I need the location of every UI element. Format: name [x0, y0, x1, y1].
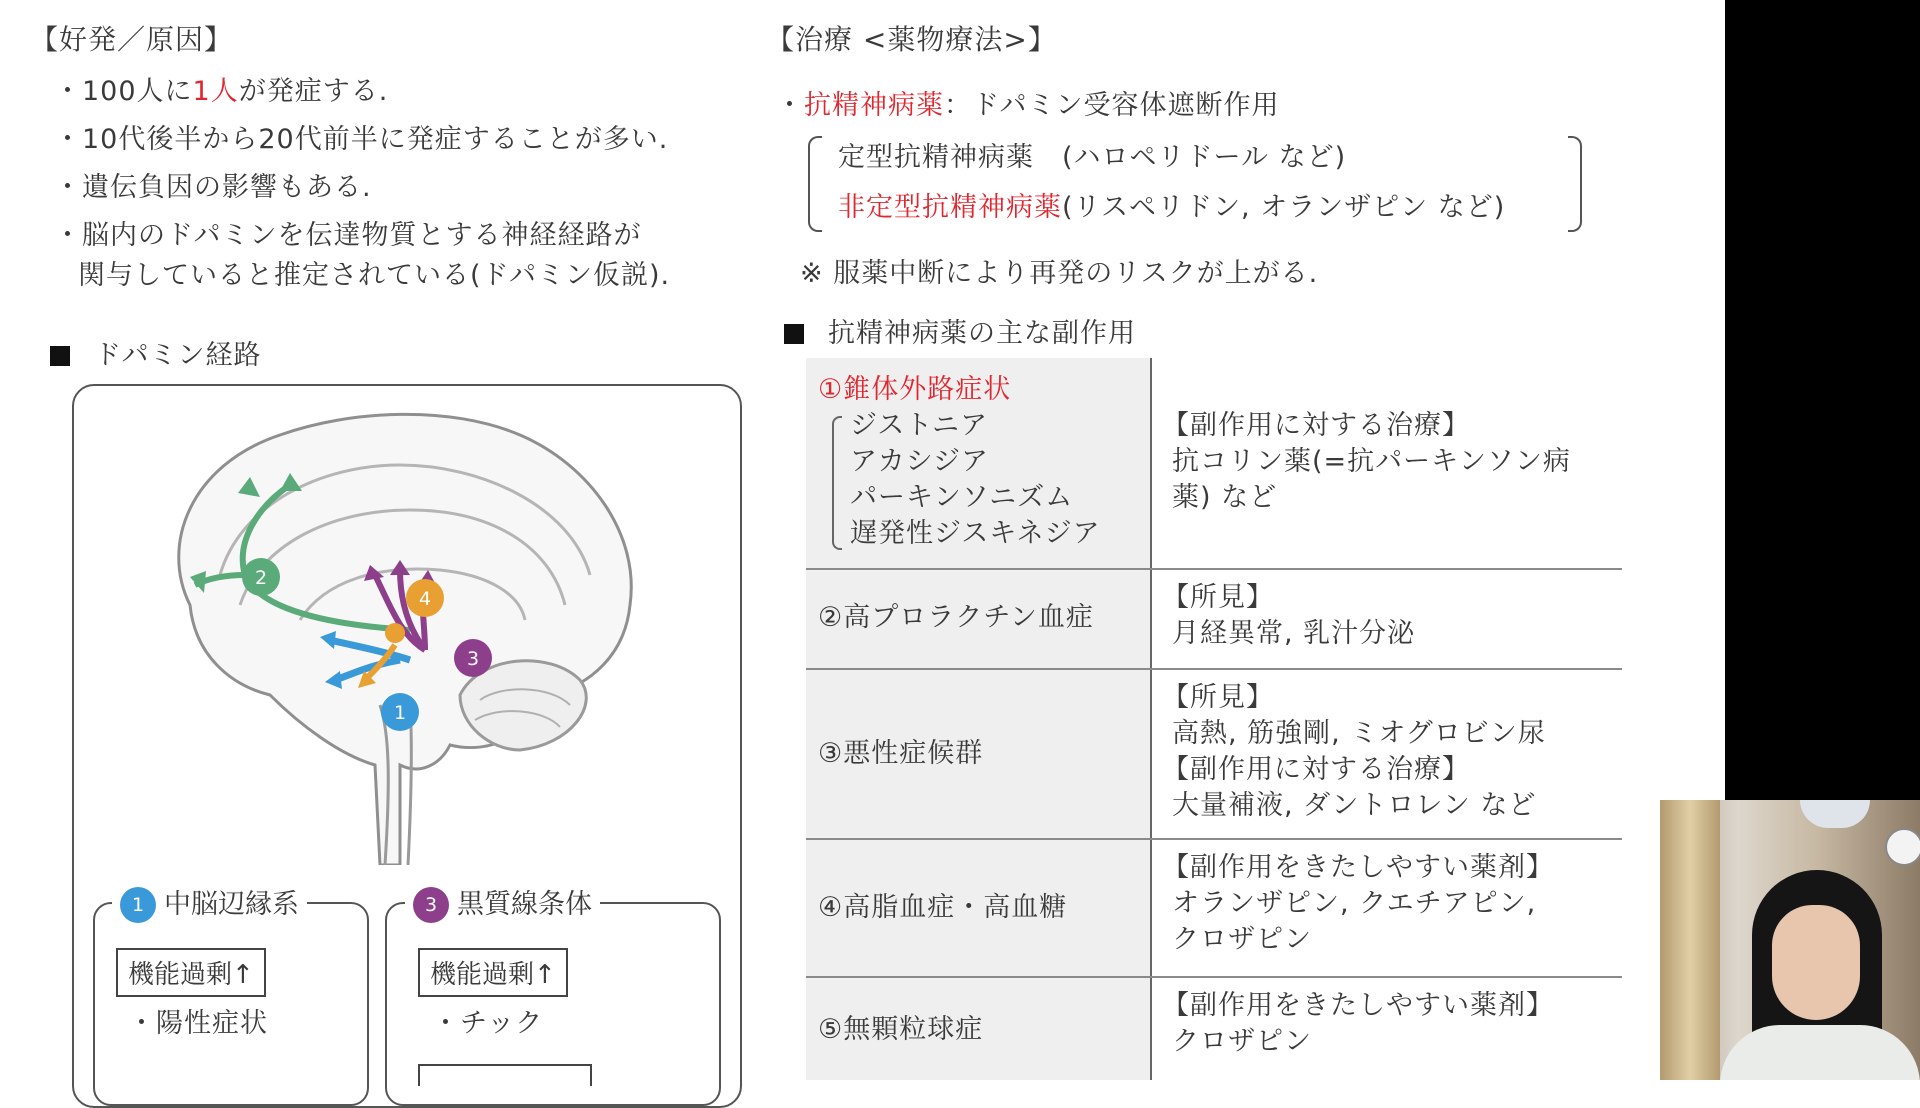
dopamine-pathway-heading: ドパミン経路: [50, 336, 261, 376]
detail-line: クロザピン: [1172, 1026, 1312, 1057]
table-cell-detail: [1154, 570, 1622, 668]
detail-line: 大量補液, ダントロレン など: [1172, 790, 1537, 821]
table-row: [806, 570, 1622, 670]
nigrostriatal-symptom: ・チック: [432, 1008, 544, 1039]
condition-name: ⑤無顆粒球症: [818, 1014, 984, 1045]
detail-line: 【所見】: [1162, 582, 1274, 613]
cutoff-function-box: [418, 1064, 592, 1086]
bullet-4-continuation: 関与していると推定されている(ドパミン仮説).: [78, 260, 671, 291]
bullet-2: ・10代後半から20代前半に発症することが多い.: [54, 124, 669, 155]
detail-line: 薬) など: [1172, 482, 1278, 513]
detail-line: 月経異常, 乳汁分泌: [1172, 618, 1416, 649]
table-cell-condition: [806, 840, 1152, 976]
brain-number-4: 4: [418, 588, 432, 610]
table-cell-condition: [806, 570, 1152, 668]
table-row: [806, 670, 1622, 840]
table-cell-detail: [1154, 978, 1622, 1080]
condition-subitem: ジストニア: [850, 410, 989, 441]
square-bullet-icon: [784, 324, 804, 344]
mesolimbic-label: 1 中脳辺縁系: [112, 882, 307, 923]
condition-name: ③悪性症候群: [818, 738, 984, 769]
right-bracket: [1568, 136, 1582, 232]
table-cell-detail: [1154, 358, 1622, 568]
detail-line: 【副作用をきたしやすい薬剤】: [1162, 852, 1554, 883]
webcam-video-feed: [1660, 800, 1920, 1080]
presenter-face: [1772, 905, 1860, 1020]
table-cell-condition: [806, 358, 1152, 568]
condition-subitem: パーキンソニズム: [850, 482, 1074, 513]
detail-line: 【副作用をきたしやすい薬剤】: [1162, 990, 1554, 1021]
condition-name: ④高脂血症・高血糖: [818, 892, 1068, 923]
sub-bracket: [832, 416, 842, 550]
nigrostriatal-function: 機能過剰↑: [418, 948, 568, 997]
side-effects-heading: 抗精神病薬の主な副作用: [784, 314, 1136, 354]
brain-illustration: [150, 405, 650, 865]
condition-subitem: アカシジア: [850, 446, 990, 477]
condition-name: ①錐体外路症状: [818, 374, 1012, 405]
detail-line: クロザピン: [1172, 924, 1312, 955]
bullet-3: ・遺伝負因の影響もある.: [54, 172, 372, 203]
table-row: [806, 358, 1622, 570]
detail-line: 【副作用に対する治療】: [1162, 754, 1470, 785]
bullet-1: ・100人に1人が発症する.: [54, 76, 389, 107]
atypical-antipsychotic: 非定型抗精神病薬(リスペリドン, オランザピン など): [838, 192, 1506, 223]
table-row: [806, 978, 1622, 1080]
table-cell-detail: [1154, 840, 1622, 976]
brain-number-2: 2: [254, 567, 268, 589]
side-effects-table: [806, 358, 1622, 1080]
square-bullet-icon: [50, 346, 70, 366]
wall-clock-icon: [1885, 828, 1920, 866]
relapse-note: ※ 服薬中断により再発のリスクが上がる.: [800, 258, 1319, 289]
typical-antipsychotic: 定型抗精神病薬 (ハロペリドール など): [838, 142, 1347, 173]
brain-number-3: 3: [466, 648, 480, 670]
left-bracket: [808, 136, 822, 232]
ceiling-lamp: [1800, 800, 1870, 828]
detail-line: 抗コリン薬(=抗パーキンソン病: [1172, 446, 1571, 477]
bullet-4: ・脳内のドパミンを伝達物質とする神経経路が: [54, 220, 642, 251]
detail-line: 【副作用に対する治療】: [1162, 410, 1470, 441]
table-row: [806, 840, 1622, 978]
condition-name: ②高プロラクチン血症: [818, 602, 1094, 633]
table-cell-condition: [806, 978, 1152, 1080]
detail-line: 【所見】: [1162, 682, 1274, 713]
table-cell-detail: [1154, 670, 1622, 838]
right-section-title: 【治療 <薬物療法>】: [766, 23, 1057, 56]
condition-subitem: 遅発性ジスキネジア: [850, 518, 1101, 549]
detail-line: 高熱, 筋強剛, ミオグロビン尿: [1172, 718, 1546, 749]
antipsychotic-line: ・抗精神病薬：ドパミン受容体遮断作用: [776, 90, 1280, 121]
brain-number-1: 1: [393, 702, 407, 724]
mesolimbic-symptom: ・陽性症状: [128, 1008, 268, 1039]
mesolimbic-function: 機能過剰↑: [116, 948, 266, 997]
left-section-title: 【好発／原因】: [30, 23, 234, 56]
detail-line: オランザピン, クエチアピン,: [1172, 888, 1537, 919]
table-cell-condition: [806, 670, 1152, 838]
nigrostriatal-label: 3 黒質線条体: [405, 882, 600, 923]
